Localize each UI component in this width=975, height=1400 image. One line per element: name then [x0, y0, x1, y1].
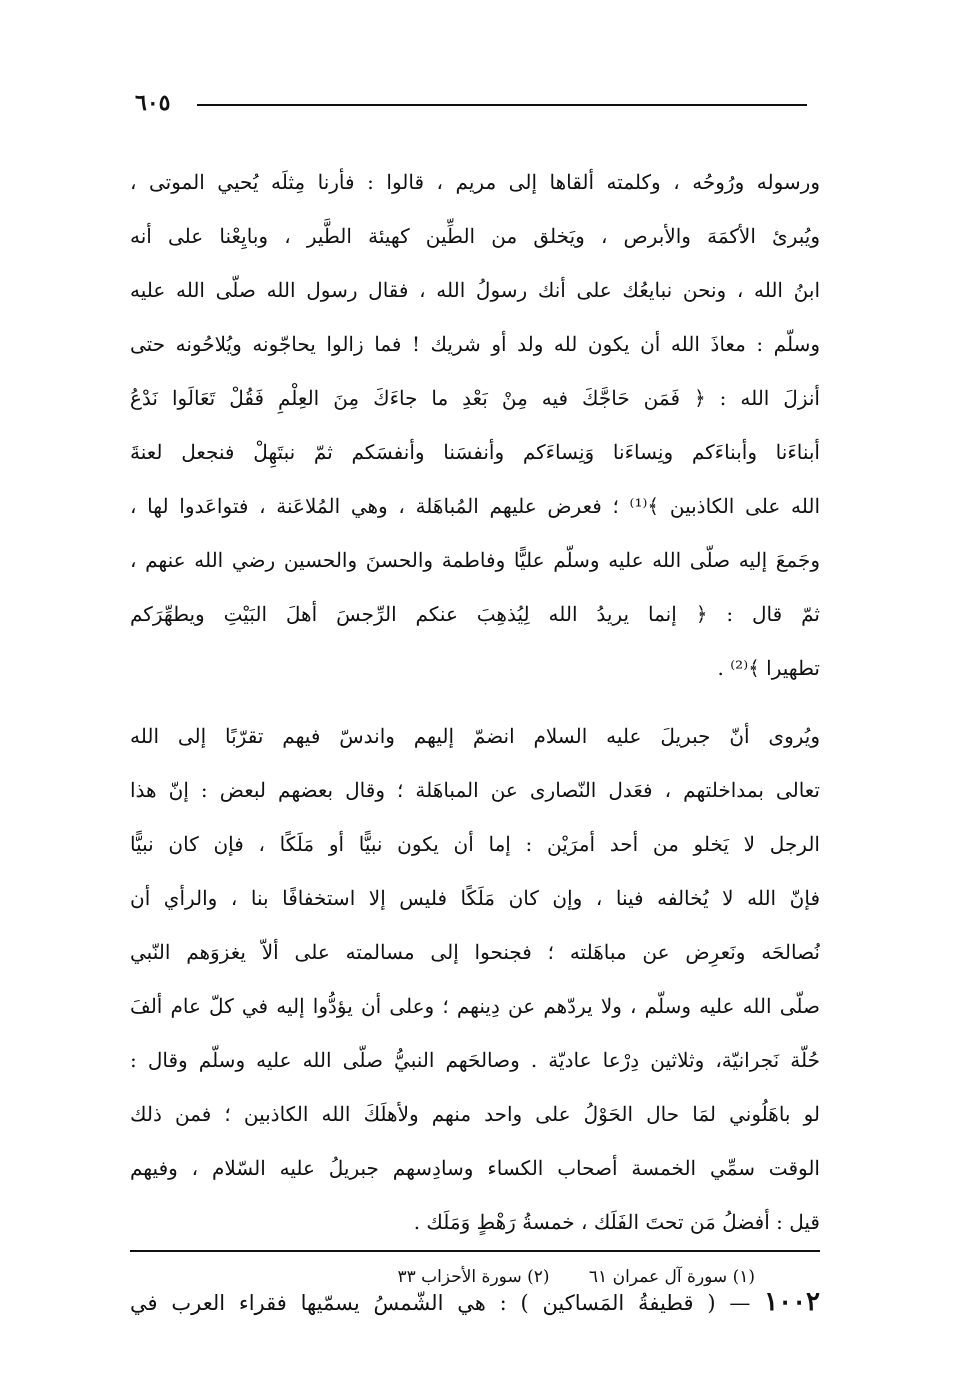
text-line: ويُروى أنّ جبريلَ عليه السلام انضمّ إليهم واندسّ فيهم تقرّبًا إلى الله — [130, 724, 820, 748]
text-line: لو باهَلُوني لمَا حال الحَوْلُ على واحد منهم ولأهلَكَ الله الكاذبين ؛ فمن ذلك — [130, 1102, 820, 1126]
text-line: وسلّم : معاذَ الله أن يكون لله ولد أو شريك ! فما زالوا يحاجّونه ويُلاحُونه حتى — [130, 332, 820, 356]
entry-number: ١٠٠٢ — [764, 1287, 820, 1317]
text-line: تطهيرا ﴾⁽²⁾ . — [717, 656, 820, 680]
paragraph-gap — [130, 695, 820, 709]
footnotes — [130, 1262, 755, 1292]
text-line: الله على الكاذبين ﴾⁽¹⁾ ؛ فعرض عليهم المُباهَلة ، وهي المُلاعَنة ، فتواعَدوا لها ، — [130, 494, 820, 518]
text-line: وجَمعَ إليه صلّى الله عليه وسلّم عليًّا وفاطمة والحسنَ والحسين رضي الله عنهم ، — [130, 548, 820, 572]
footnote-2: (٢) سورة الأحزاب ٣٣ — [397, 1267, 550, 1287]
footnote-1: (١) سورة آل عمران ٦١ — [588, 1267, 755, 1287]
text-line: أنزلَ الله : ﴿ فَمَن حَاجَّكَ فيه مِنْ بَعْدِ ما جاءَكَ مِنَ العِلْمِ فَقُلْ تَعَالَوا نَدْعُ — [130, 386, 820, 410]
text-line: ابنُ الله ، ونحن نبايعُك على أنك رسولُ الله ، فقال رسول الله صلّى الله عليه — [130, 278, 820, 302]
footnote-rule — [130, 1250, 820, 1252]
text-line: نُصالحَه ونَعرِض عن مباهَلته ؛ فجنحوا إلى مسالمته على ألاّ يغزوَهم النّبي — [130, 940, 820, 964]
text-line: حُلّة نَجرانيّة، وثلاثين دِرْعا عاديّة . وصالحَهم النبيُّ صلّى الله عليه وسلّم وقال : — [130, 1048, 820, 1072]
text-line: صلّى الله عليه وسلّم ، ولا يردّهم عن دِينهم ؛ وعلى أن يؤدُّوا إليه في كلّ عام ألفَ — [130, 994, 820, 1018]
text-line: ثمّ قال : ﴿ إنما يريدُ الله لِيُذهِبَ عنكم الرِّجسَ أهلَ البَيْتِ ويطهِّرَكم — [130, 602, 820, 626]
main-text — [130, 155, 820, 1329]
text-line: ويُبرئ الأكمَهَ والأبرص ، ويَخلق من الطِّين كهيئة الطَّير ، وبايِعْنا على أنه — [130, 224, 820, 248]
text-line: فإنّ الله لا يُخالفه فينا ، وإن كان مَلَكًا فليس إلا استخفافًا بنا ، والرأي أن — [130, 886, 820, 910]
text-line: قيل : أفضلُ مَن تحتَ الفَلَك ، خمسةُ رَهْطٍ وَمَلَك . — [413, 1210, 820, 1234]
entry-text: — ( قطيفةُ المَساكين ) : هي الشّمسُ يسمّيها فقراء العرب في — [130, 1291, 751, 1315]
paragraph-2 — [130, 709, 820, 1249]
header-rule — [197, 104, 807, 106]
text-line: الرجل لا يَخلو من أحد أمرَيْن : إما أن يكون نبيًّا أو مَلَكًا ، فإن كان نبيًّا — [130, 832, 820, 856]
text-line: ورسوله ورُوحُه ، وكلمته ألقاها إلى مريم ، قالوا : فأرنا مِثلَه يُحيي الموتى ، — [130, 170, 820, 194]
text-line: تعالى بمداخلتهم ، فعَدل النّصارى عن المباهَلة ؛ وقال بعضهم لبعض : إنّ هذا — [130, 778, 820, 802]
text-line: الوقت سمِّي الخمسة أصحاب الكساء وسادِسهم جبريلُ عليه السّلام ، وفيهم — [130, 1156, 820, 1180]
text-line: أبناءَنا وأبناءَكم ونِساءَنا وَنِساءَكم وأنفسَنا وأنفسَكم ثمّ نبتَهِلْ فنجعل لعنةَ — [130, 440, 820, 464]
page-header — [135, 88, 807, 118]
paragraph-1 — [130, 155, 820, 695]
page-number: ٦٠٥ — [135, 90, 171, 116]
